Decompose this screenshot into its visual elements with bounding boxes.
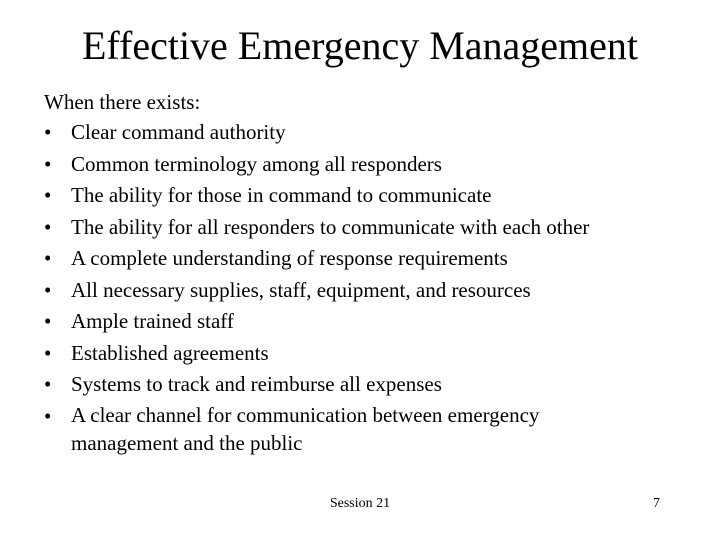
bullet-item: [44, 401, 684, 457]
bullet-text-line-1: A clear channel for communication between emergency: [71, 402, 540, 427]
bullet-icon: •: [44, 403, 52, 428]
intro-text: When there exists:: [44, 90, 201, 114]
bullet-text: Established agreements: [71, 340, 269, 365]
footer-session-label: Session 21: [329, 496, 391, 511]
bullet-icon: •: [44, 277, 52, 302]
bullet-text: Systems to track and reimburse all expenses: [71, 372, 442, 396]
bullet-item: [44, 212, 684, 244]
bullet-text: Common terminology among all responders: [71, 151, 442, 176]
bullet-list: [44, 117, 684, 457]
bullet-text: A complete understanding of response requirements: [71, 246, 508, 270]
bullet-icon: •: [44, 372, 52, 396]
bullet-icon: •: [44, 183, 52, 207]
bullet-icon: •: [44, 120, 52, 144]
bullet-text: All necessary supplies, staff, equipment, and resources: [71, 277, 531, 302]
bullet-icon: •: [44, 151, 52, 176]
bullet-item: [44, 369, 684, 401]
bullet-text: The ability for those in command to communicate: [71, 183, 492, 207]
bullet-text: Ample trained staff: [71, 309, 234, 333]
bullet-item: [44, 306, 684, 338]
page-number: 7: [653, 496, 660, 511]
bullet-icon: •: [44, 309, 52, 333]
bullet-item: [44, 149, 684, 181]
bullet-text: The ability for all responders to communicate with each other: [71, 214, 590, 239]
bullet-item: [44, 243, 684, 275]
bullet-item: [44, 180, 684, 212]
bullet-icon: •: [44, 214, 52, 239]
bullet-item: [44, 117, 684, 149]
bullet-text: Clear command authority: [71, 120, 286, 144]
bullet-icon: •: [44, 246, 52, 270]
bullet-text-line-2: management and the public: [71, 430, 303, 455]
bullet-item: [44, 275, 684, 307]
bullet-icon: •: [44, 340, 52, 365]
slide-title: Effective Emergency Management: [81, 23, 639, 68]
bullet-item: [44, 338, 684, 370]
